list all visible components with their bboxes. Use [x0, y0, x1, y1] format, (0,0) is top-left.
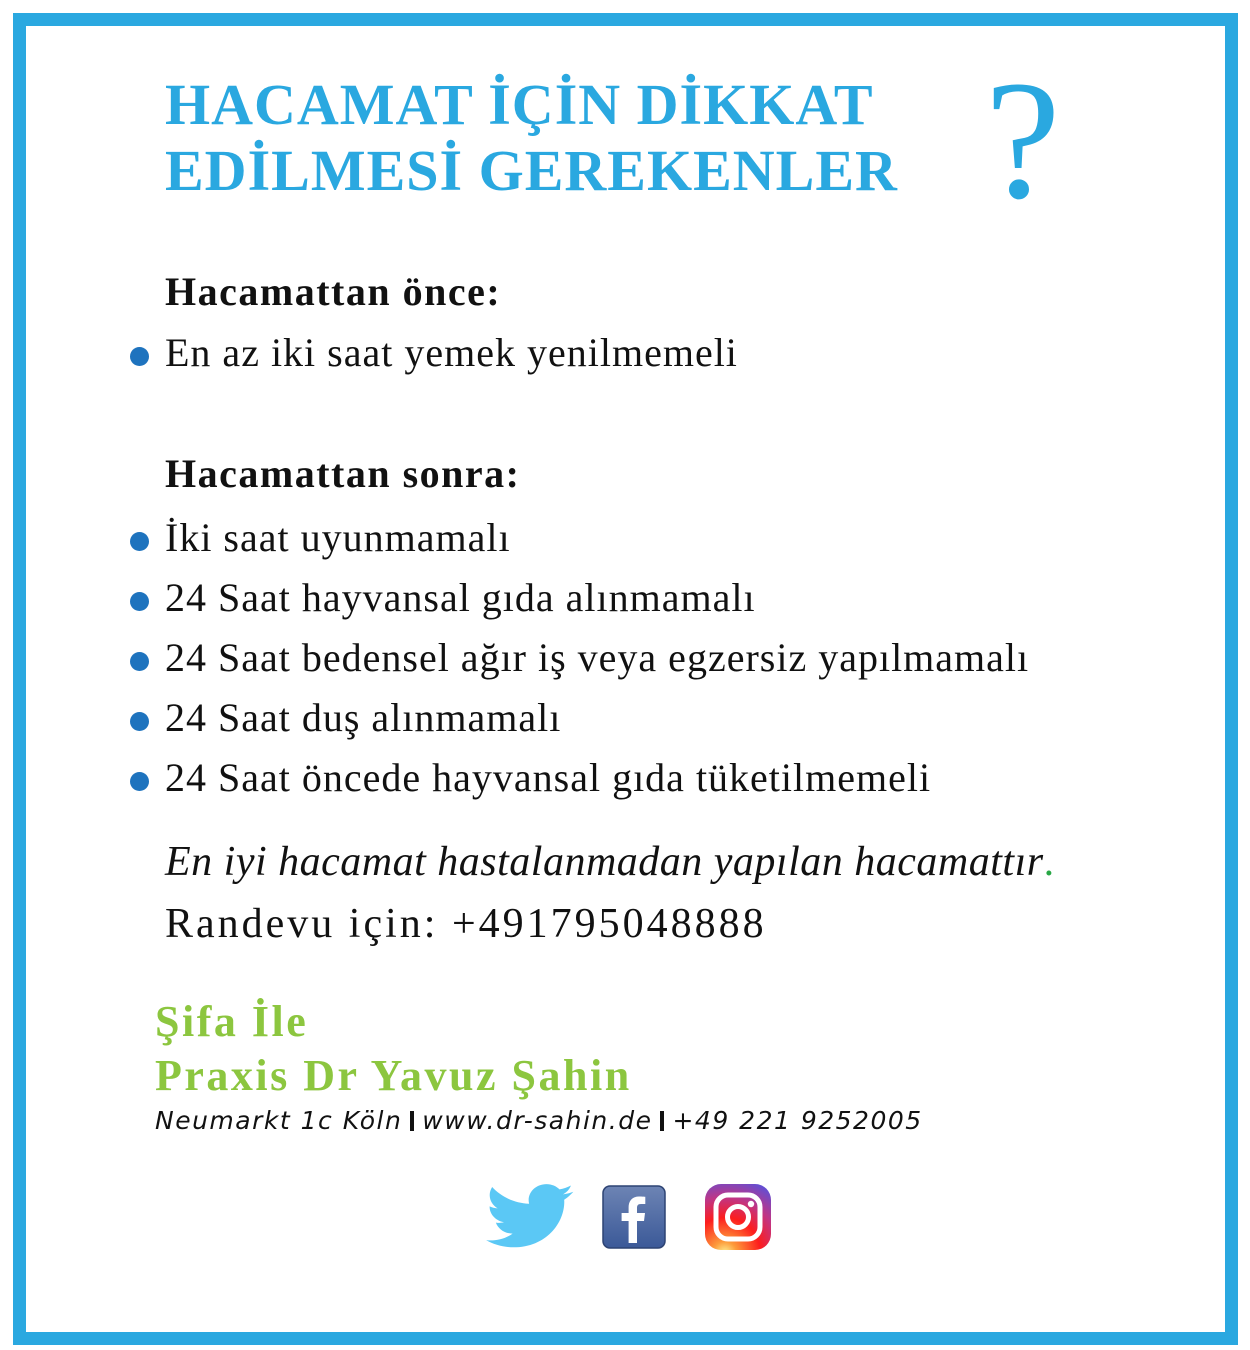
list-item: 24 Saat bedensel ağır iş veya egzersiz yapılmamalı — [130, 628, 1029, 688]
before-list — [130, 323, 738, 383]
after-heading: Hacamattan sonra: — [165, 451, 521, 496]
bullet-icon — [130, 347, 149, 366]
quote-text: En iyi hacamat hastalanmadan yapılan hacamattır. — [165, 839, 1055, 885]
brand-name — [155, 995, 632, 1103]
list-item: En az iki saat yemek yenilmemeli — [130, 323, 738, 383]
contact-address: Neumarkt 1c Köln — [155, 1106, 403, 1135]
twitter-icon[interactable] — [484, 1183, 580, 1253]
contact-phone: +49 221 9252005 — [672, 1106, 923, 1135]
before-heading: Hacamattan önce: — [165, 269, 502, 314]
instagram-icon[interactable] — [704, 1183, 772, 1251]
appointment-phone: Randevu için: +491795048888 — [165, 901, 767, 947]
social-icons — [484, 1183, 784, 1253]
page-title — [165, 72, 898, 204]
after-list — [130, 508, 1029, 808]
contact-line — [155, 1106, 923, 1135]
bullet-icon — [130, 712, 149, 731]
brand-line-2: Praxis Dr Yavuz Şahin — [155, 1051, 632, 1100]
bullet-icon — [130, 652, 149, 671]
bullet-icon — [130, 592, 149, 611]
list-item: 24 Saat hayvansal gıda alınmamalı — [130, 568, 1029, 628]
facebook-icon[interactable] — [602, 1185, 666, 1249]
brand-line-1: Şifa İle — [155, 997, 309, 1046]
separator — [410, 1111, 414, 1131]
contact-website[interactable]: www.dr-sahin.de — [422, 1106, 653, 1135]
bullet-icon — [130, 532, 149, 551]
bullet-icon — [130, 772, 149, 791]
list-item: İki saat uyunmamalı — [130, 508, 1029, 568]
question-mark: ? — [985, 46, 1061, 234]
list-item: 24 Saat duş alınmamalı — [130, 688, 1029, 748]
separator — [660, 1111, 664, 1131]
title-line-1: HACAMAT İÇİN DİKKAT — [165, 72, 874, 137]
title-line-2: EDİLMESİ GEREKENLER — [165, 138, 898, 203]
list-item: 24 Saat öncede hayvansal gıda tüketilmemeli — [130, 748, 1029, 808]
